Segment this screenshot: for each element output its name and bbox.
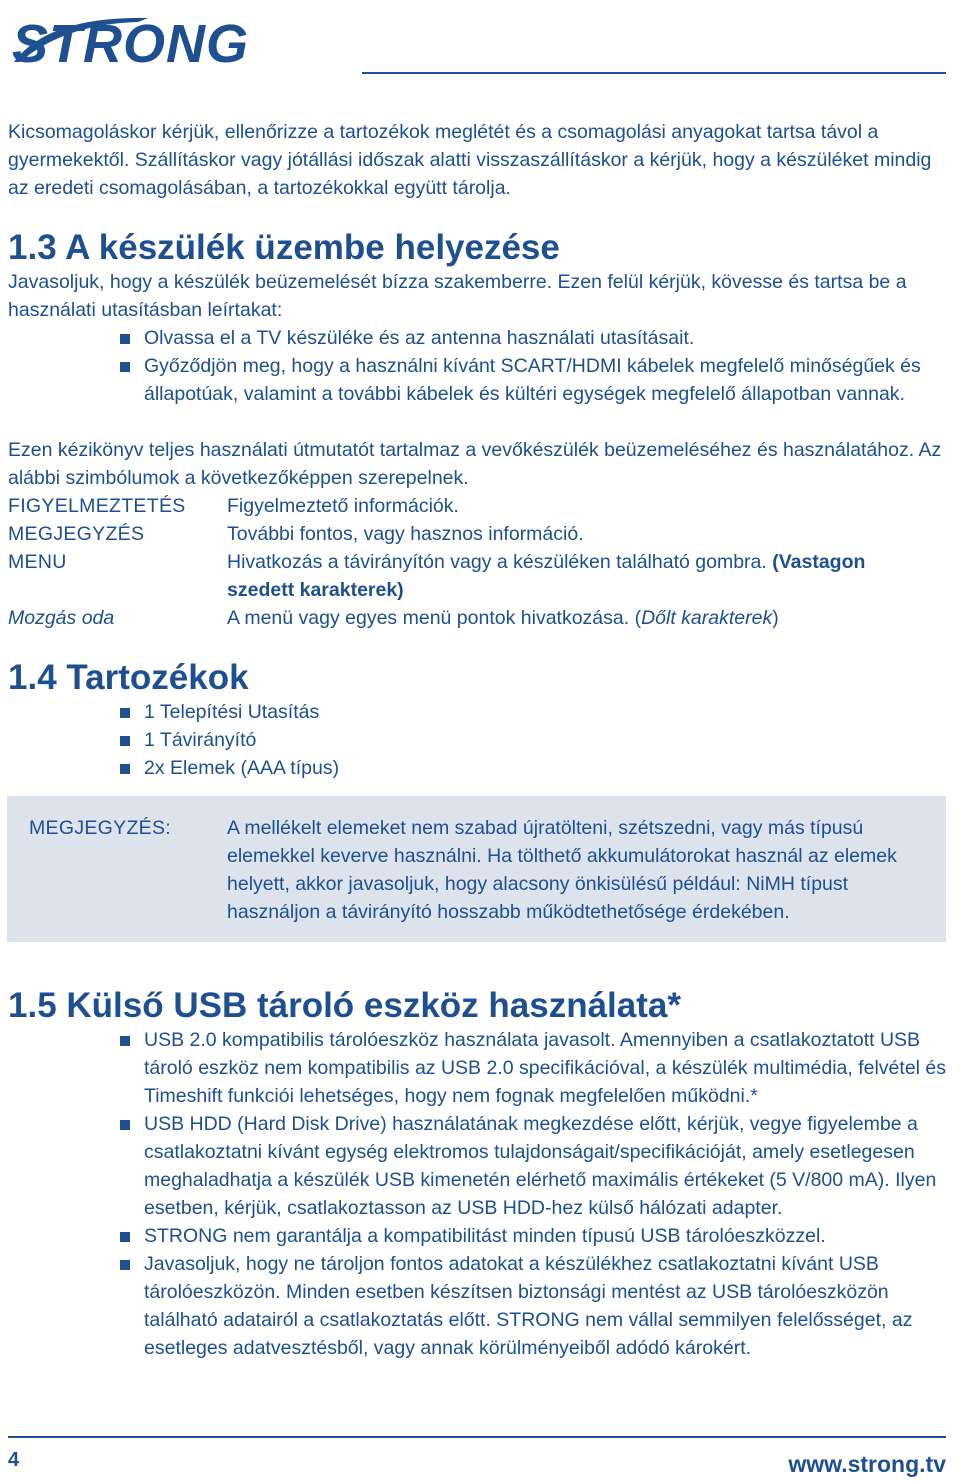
bold-sample: (Vastagon szedett karakterek) [227, 551, 866, 601]
bullet-square-icon [120, 708, 130, 718]
bullet-item: Győződjön meg, hogy a használni kívánt SCART/HDMI kábelek megfelelő minőségűek és állapotúak, valamint a további kábelek és kültéri egységek megfelelő állapotban vannak. [120, 352, 946, 408]
bullet-square-icon [120, 736, 130, 746]
definition-desc: A menü vagy egyes menü pontok hivatkozása. (Dőlt karakterek) [227, 607, 779, 629]
section-1-3-intro: Javasoljuk, hogy a készülék beüzemelését bízza szakemberre. Ezen felül kérjük, kövesse és tartsa be a használati utasításban leírtakat: [8, 271, 907, 321]
section-heading-1-5: 1.5 Külső USB tároló eszköz használata* [8, 986, 681, 1025]
bullet-square-icon [120, 362, 130, 372]
note-box [7, 796, 946, 942]
definition-term: MENU [8, 551, 67, 573]
section-heading-1-3: 1.3 A készülék üzembe helyezése [8, 228, 560, 267]
usb-note-item: USB HDD (Hard Disk Drive) használatának megkezdése előtt, kérjük, vegye figyelembe a csatlakoztatni kívánt egység elektromos tulajdonságait/specifikációját, amely esetlegesen meghaladhatja a készülék USB kimenetén elérhető maximális értékeket (5 V/800 mA). Ilyen esetben, kérjük, csatlakoztasson az USB HDD-hez külső hálózati adapter. [120, 1110, 946, 1222]
footer-rule [8, 1436, 946, 1438]
intro-paragraph: Kicsomagoláskor kérjük, ellenőrizze a tartozékok meglétét és a csomagolási anyagokat tartsa távol a gyermekektől. Szállításkor vagy jótállási időszak alatti visszaszállításkor a kérjük, hogy a készüléket mindig az eredeti csomagolásában, a tartozékokkal együtt tárolja. [8, 121, 932, 199]
usb-note-item: USB 2.0 kompatibilis tárolóeszköz használata javasolt. Amennyiben a csatlakoztatott USB tároló eszköz nem kompatibilis az USB 2.0 specifikációval, a készülék multimédia, felvétel és Timeshift funkciói lehetséges, hogy nem fognak megfelelően működni.* [120, 1026, 946, 1110]
note-label: MEGJEGYZÉS: [29, 817, 171, 839]
usb-note-item: STRONG nem garantálja a kompatibilitást minden típusú USB tárolóeszközzel. [120, 1222, 946, 1250]
accessory-item: 1 Távirányító [120, 726, 946, 754]
usb-note-item: Javasoljuk, hogy ne tároljon fontos adatokat a készülékhez csatlakoztatni kívánt USB tárolóeszközön. Minden esetben készítsen biztonsági mentést az USB tárolóeszközön található adatairól a csatlakoztatás előtt. STRONG nem vállal semmilyen felelősséget, az esetleges adatvesztésből, vagy annak körülményeiből adódó károkért. [120, 1250, 946, 1362]
bullet-square-icon [120, 764, 130, 774]
header-rule [362, 72, 946, 74]
page-number: 4 [8, 1449, 20, 1471]
section-1-3-manual-note: Ezen kézikönyv teljes használati útmutatót tartalmaz a vevőkészülék beüzemeléséhez és használatához. Az alábbi szimbólumok a következőképpen szerepelnek. [8, 439, 942, 489]
bullet-square-icon [120, 1232, 130, 1242]
definition-desc: Figyelmeztető információk. [227, 495, 459, 517]
bullet-square-icon [120, 1120, 130, 1130]
definition-desc: Hivatkozás a távirányítón vagy a készüléken található gombra. (Vastagon szedett karakterek) [227, 551, 866, 601]
note-text: A mellékelt elemeket nem szabad újratölteni, szétszedni, vagy más típusú elemekkel keverve használni. Ha tölthető akkumulátorokat használ az elemek helyett, akkor javasoljuk, hogy alacsony önkisülésű például: NiMH típust használjon a távirányító hosszabb működtethetősége érdekében. [227, 817, 897, 923]
bullet-item: Olvassa el a TV készüléke és az antenna használati utasításait. [120, 324, 946, 352]
bullet-square-icon [120, 1260, 130, 1270]
accessory-item: 2x Elemek (AAA típus) [120, 754, 946, 782]
definition-term: Mozgás oda [8, 607, 115, 629]
bullet-square-icon [120, 1036, 130, 1046]
svg-text:STRONG: STRONG [12, 14, 250, 70]
bullet-square-icon [120, 334, 130, 344]
italic-sample: Dőlt karakterek [641, 607, 773, 629]
definition-term: MEGJEGYZÉS [8, 523, 145, 545]
section-1-3-bullets [120, 324, 946, 408]
usb-notes-list [120, 1026, 946, 1362]
definition-desc: További fontos, vagy hasznos információ. [227, 523, 584, 545]
accessory-item: 1 Telepítési Utasítás [120, 698, 946, 726]
definition-term: FIGYELMEZTETÉS [8, 495, 186, 517]
website-link[interactable]: www.strong.tv [788, 1451, 946, 1477]
strong-logo [8, 8, 310, 70]
accessories-list [120, 698, 946, 782]
section-heading-1-4: 1.4 Tartozékok [8, 658, 249, 697]
